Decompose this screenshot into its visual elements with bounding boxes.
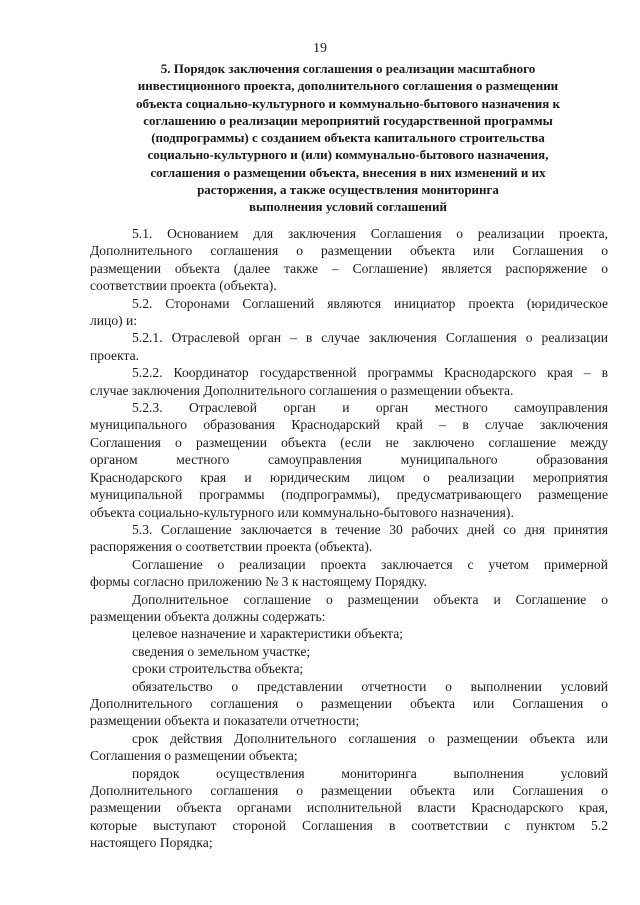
text-line: проекта. — [90, 347, 140, 363]
text-line: Соглашения о размещении объекта; — [90, 748, 298, 764]
text-line: муниципальной программы (подпрограммы), предусматривающего размещение — [90, 487, 608, 503]
paragraph — [90, 765, 608, 852]
text-line: объекта социально-культурного или коммунально-бытового назначения). — [90, 504, 514, 520]
title-line: (подпрограммы) с созданием объекта капитального строительства — [151, 130, 545, 146]
paragraph — [90, 295, 608, 330]
text-line: Дополнительного соглашения о размещении объекта или Соглашения о — [90, 695, 608, 711]
paragraph — [90, 625, 608, 642]
title-line: инвестиционного проекта, дополнительного соглашения о размещении — [137, 78, 559, 94]
paragraph — [90, 730, 608, 765]
paragraph — [90, 660, 608, 677]
text-line: срок действия Дополнительного соглашения о размещении объекта или — [132, 730, 608, 746]
text-line: сведения о земельном участке; — [132, 643, 311, 659]
text-line: размещении объекта и показатели отчетности; — [90, 713, 360, 729]
body-text — [90, 225, 608, 852]
text-line: 5.2.1. Отраслевой орган – в случае заключения Соглашения о реализации — [132, 330, 608, 346]
text-line: лицо) и: — [90, 313, 138, 329]
text-line: 5.2. Сторонами Соглашений являются инициатор проекта (юридическое — [132, 295, 608, 311]
title-line: соглашения о размещении объекта, внесения в них изменений и их — [150, 164, 546, 180]
text-line: 5.2.2. Координатор государственной программы Краснодарского края – в — [132, 365, 608, 381]
text-line: сроки строительства объекта; — [132, 661, 304, 677]
text-line: Соглашения о размещении объекта (если не заключено соглашение между — [90, 434, 608, 450]
text-line: целевое назначение и характеристики объекта; — [132, 626, 404, 642]
page-number: 19 — [313, 41, 327, 56]
text-line: Краснодарского края и юридическим лицом о реализации мероприятия — [90, 469, 608, 485]
text-line: соответствии проекта (объекта). — [90, 278, 277, 294]
text-line: 5.2.3. Отраслевой орган и орган местного самоуправления — [132, 400, 608, 416]
section-title — [88, 60, 608, 216]
title-line: соглашению о реализации мероприятий государственной программы — [143, 112, 553, 128]
title-line: 5. Порядок заключения соглашения о реализации масштабного — [160, 61, 536, 76]
title-line: расторжения, а также осуществления мониторинга — [197, 182, 499, 198]
paragraph — [90, 364, 608, 399]
text-line: формы согласно приложению № 3 к настоящему Порядку. — [90, 574, 427, 590]
paragraph — [90, 643, 608, 660]
text-line: Дополнительного соглашения о размещении объекта или Соглашения о — [90, 243, 608, 259]
text-line: порядок осуществления мониторинга выполнения условий — [132, 765, 608, 781]
paragraph — [90, 399, 608, 521]
paragraph — [90, 591, 608, 626]
title-line: социально-культурного и (или) коммунально-бытового назначения, — [147, 147, 549, 163]
text-line: случае заключения Дополнительного соглашения о размещении объекта. — [90, 382, 514, 398]
text-line: муниципального образования Краснодарский край – в случае заключения — [90, 417, 608, 433]
text-line: размещении объекта должны содержать: — [90, 608, 326, 624]
paragraph — [90, 521, 608, 556]
text-line: Дополнительное соглашение о размещении объекта и Соглашение о — [132, 591, 608, 607]
text-line: обязательство о представлении отчетности о выполнении условий — [132, 678, 608, 694]
paragraph — [90, 329, 608, 364]
paragraph — [90, 556, 608, 591]
title-line: выполнения условий соглашений — [249, 199, 447, 215]
text-line: Дополнительного соглашения о размещении объекта или Соглашения о — [90, 783, 608, 798]
text-line: размещении объекта органами исполнительной власти Краснодарского края, — [90, 800, 608, 816]
title-line: объекта социально-культурного и коммунально-бытового назначения к — [135, 95, 561, 111]
paragraph — [90, 225, 608, 295]
text-line: Соглашение о реализации проекта заключается с учетом примерной — [132, 556, 608, 572]
text-line: размещении объекта (далее также – Соглашение) является распоряжение о — [90, 260, 608, 276]
text-line: настоящего Порядка; — [90, 835, 213, 851]
text-line: органом местного самоуправления муниципального образования — [90, 452, 608, 468]
text-line: 5.3. Соглашение заключается в течение 30 рабочих дней со дня принятия — [132, 521, 608, 537]
text-line: которые выступают стороной Соглашения в соответствии с пунктом 5.2 — [90, 817, 608, 833]
paragraph — [90, 678, 608, 730]
text-line: распоряжения о соответствии проекта (объекта). — [90, 539, 373, 555]
text-line: 5.1. Основанием для заключения Соглашения о реализации проекта, — [132, 226, 608, 241]
